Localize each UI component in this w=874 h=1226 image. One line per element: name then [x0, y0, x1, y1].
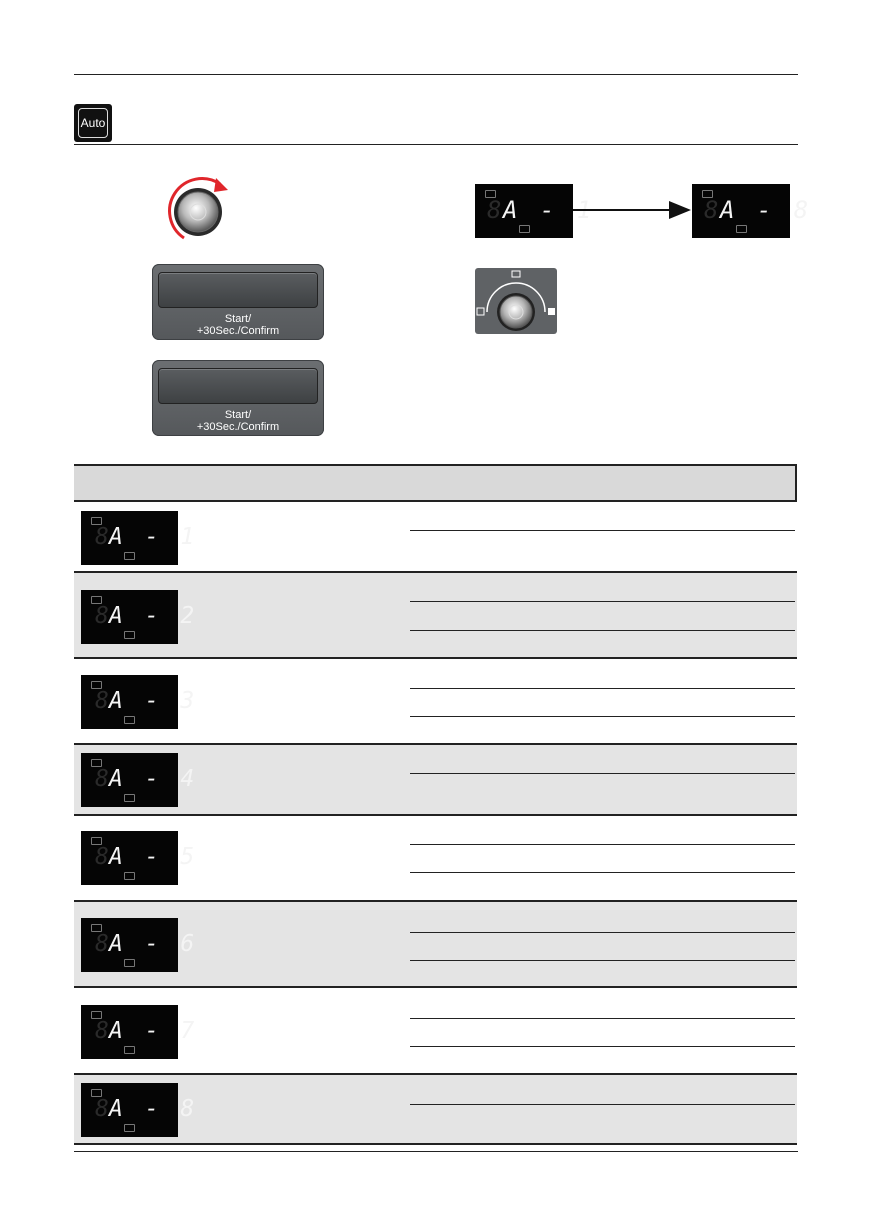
- row-code: A - 6: [109, 931, 199, 957]
- mode-icon: [124, 552, 135, 560]
- mode-icon: [124, 872, 135, 880]
- row-code: A - 8: [109, 1096, 199, 1122]
- button-label-line1: Start/: [224, 409, 252, 421]
- ghost-digit: 8: [95, 766, 109, 792]
- start-confirm-button[interactable]: [152, 360, 324, 436]
- button-label-line2: +30Sec./Confirm: [196, 421, 280, 433]
- display-from: [475, 184, 596, 238]
- mode-icon: [519, 225, 530, 233]
- button-label-line2: +30Sec./Confirm: [196, 325, 280, 337]
- header-rule: [74, 144, 798, 145]
- button-label: [152, 409, 324, 433]
- ghost-digit: 8: [95, 1018, 109, 1044]
- row-display: [81, 1083, 199, 1137]
- ghost-digit: 8: [487, 196, 502, 224]
- table-header: [74, 464, 797, 502]
- button-bar: [158, 368, 318, 404]
- mode-icon: [124, 716, 135, 724]
- row-code: A - 4: [109, 766, 199, 792]
- row-code: A - 1: [109, 524, 199, 550]
- display-to: [692, 184, 813, 238]
- row-code: A - 2: [109, 603, 199, 629]
- mode-icon: [124, 631, 135, 639]
- mode-icon: [124, 1124, 135, 1132]
- ghost-digit: 8: [95, 844, 109, 870]
- mode-dial-panel: [475, 268, 557, 334]
- bottom-rule: [74, 1151, 798, 1152]
- row-display: [81, 675, 199, 729]
- row-code: A - 7: [109, 1018, 199, 1044]
- ghost-digit: 8: [95, 1096, 109, 1122]
- button-bar: [158, 272, 318, 308]
- row-code: A - 3: [109, 688, 199, 714]
- dial-knob-icon: [162, 174, 234, 242]
- mode-icon: [124, 1046, 135, 1054]
- row-display: [81, 831, 199, 885]
- ghost-digit: 8: [95, 931, 109, 957]
- row-display: [81, 590, 199, 644]
- row-display: [81, 511, 199, 565]
- display-code: A - 1: [503, 196, 596, 224]
- mode-icon: [124, 959, 135, 967]
- row-display: [81, 753, 199, 807]
- ghost-digit: 8: [95, 688, 109, 714]
- start-confirm-button[interactable]: [152, 264, 324, 340]
- top-rule: [74, 74, 798, 75]
- grill-icon: [548, 308, 555, 315]
- row-code: A - 5: [109, 844, 199, 870]
- ghost-digit: 8: [95, 524, 109, 550]
- row-display: [81, 918, 199, 972]
- mode-icon: [124, 794, 135, 802]
- display-code: A - 8: [720, 196, 813, 224]
- button-label-line1: Start/: [224, 313, 252, 325]
- button-label: [152, 313, 324, 337]
- right-arrow-icon: [573, 200, 693, 220]
- ghost-digit: 8: [95, 603, 109, 629]
- ghost-digit: 8: [704, 196, 719, 224]
- row-display: [81, 1005, 199, 1059]
- auto-icon-label: Auto: [78, 108, 108, 138]
- auto-icon: [74, 104, 112, 142]
- mode-icon: [736, 225, 747, 233]
